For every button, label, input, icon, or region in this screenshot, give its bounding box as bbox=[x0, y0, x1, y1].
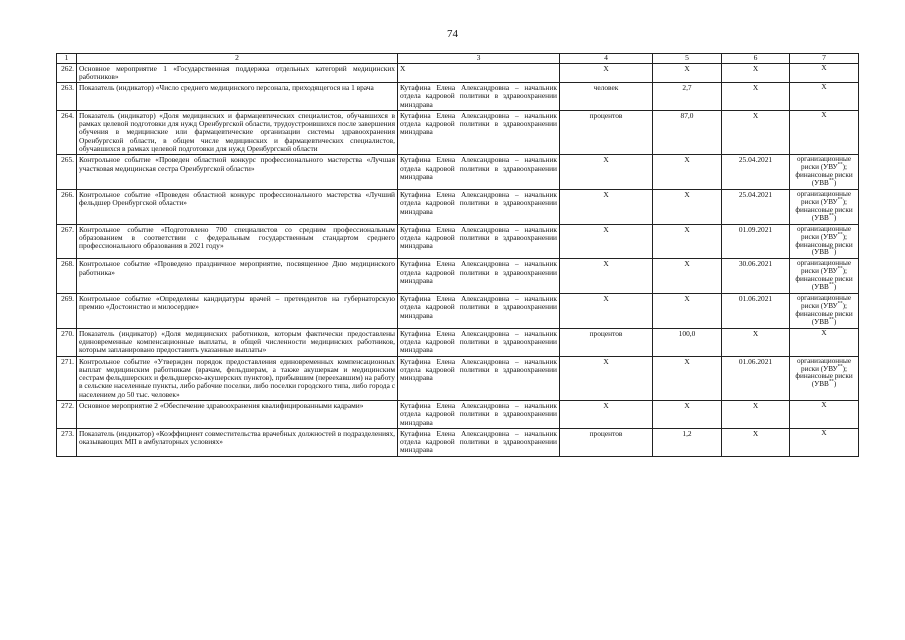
event-description: Показатель (индикатор) «Коэффициент совместительства врачебных должностей в подразделениях, оказывающих МП в амбулаторных условиях» bbox=[77, 428, 398, 456]
row-number: 273. bbox=[57, 428, 77, 456]
event-description: Контрольное событие «Утвержден порядок предоставления единовременных компенсационных выплат медицинским работникам (врачам, фельдшерам, а также акушеркам и медицинским сестрам фельдшерских и фельдшерско-акушерских пунктов), прибывшим (переехавшим) на работу в сельские населенные пункты, либо рабочие поселки, либо поселки городского типа, либо города с населением до 50 тыс. человек» bbox=[77, 356, 398, 400]
risk-cell: X bbox=[790, 63, 859, 83]
page-number: 74 bbox=[447, 28, 458, 40]
risk-text: организационные риски (УВУ bbox=[796, 356, 852, 373]
deadline-date: X bbox=[722, 110, 790, 154]
deadline-date: 25.04.2021 bbox=[722, 155, 790, 190]
deadline-date: 01.09.2021 bbox=[722, 224, 790, 259]
row-number: 272. bbox=[57, 401, 77, 429]
planned-value: X bbox=[653, 356, 722, 400]
risk-footnote-mark: ** bbox=[837, 197, 843, 203]
unit-of-measure: процентов bbox=[560, 428, 653, 456]
risk-footnote-mark: ** bbox=[828, 317, 834, 323]
event-description: Показатель (индикатор) «Число среднего медицинского персонала, приходящегося на 1 врача bbox=[77, 83, 398, 111]
planned-value: X bbox=[653, 224, 722, 259]
column-number: 4 bbox=[560, 54, 653, 64]
risk-text: ) bbox=[833, 248, 837, 257]
table-row bbox=[57, 110, 859, 154]
event-description: Контрольное событие «Подготовлено 700 специалистов со средним профессиональным образованием в соответствии с федеральным государственным стандартом среднего профессионального образования в 2021 году» bbox=[77, 224, 398, 259]
column-number: 3 bbox=[398, 54, 560, 64]
responsible-person: Кутафина Елена Александровна – начальник отдела кадровой политики в здравоохранении минздрава bbox=[398, 294, 560, 329]
plan-table bbox=[56, 53, 859, 457]
risk-text: ); финансовые риски (УВВ bbox=[795, 197, 853, 222]
table-row bbox=[57, 328, 859, 356]
unit-of-measure: X bbox=[560, 63, 653, 83]
unit-of-measure: процентов bbox=[560, 328, 653, 356]
column-number: 1 bbox=[57, 54, 77, 64]
risk-footnote-mark: ** bbox=[828, 248, 834, 254]
event-description: Контрольное событие «Проведен областной конкурс профессионального мастерства «Лучший фельдшер Оренбургской области» bbox=[77, 190, 398, 225]
table-row bbox=[57, 63, 859, 83]
event-description: Контрольное событие «Проведен областной конкурс профессионального мастерства «Лучшая участковая медицинская сестра Оренбургской области» bbox=[77, 155, 398, 190]
unit-of-measure: X bbox=[560, 401, 653, 429]
row-number: 269. bbox=[57, 294, 77, 329]
risk-cell: X bbox=[790, 110, 859, 154]
risk-text: организационные риски (УВУ bbox=[796, 190, 852, 206]
risk-text: организационные риски (УВУ bbox=[796, 294, 852, 310]
unit-of-measure: процентов bbox=[560, 110, 653, 154]
deadline-date: 30.06.2021 bbox=[722, 259, 790, 294]
row-number: 270. bbox=[57, 328, 77, 356]
planned-value: 100,0 bbox=[653, 328, 722, 356]
risk-text: ); финансовые риски (УВВ bbox=[795, 163, 853, 188]
unit-of-measure: человек bbox=[560, 83, 653, 111]
planned-value: 2,7 bbox=[653, 83, 722, 111]
risk-text: организационные риски (УВУ bbox=[796, 259, 852, 276]
responsible-person: Кутафина Елена Александровна – начальник отдела кадровой политики в здравоохранении минздрава bbox=[398, 224, 560, 259]
risk-cell: X bbox=[790, 428, 859, 456]
event-description: Показатель (индикатор) «Доля медицинских и фармацевтических специалистов, обучавшихся в рамках целевой подготовки для нужд Оренбургской области, трудоустроившихся после завершения обучения в медицинские или фармацевтические организации системы здравоохранения Оренбургской области, в общем числе медицинских и фармацевтических специалистов, обучавшихся в рамках целевой подготовки для нужд Оренбургской области bbox=[77, 110, 398, 154]
risk-footnote-mark: ** bbox=[837, 266, 843, 272]
row-number: 264. bbox=[57, 110, 77, 154]
risk-cell: X bbox=[790, 83, 859, 111]
deadline-date: 01.06.2021 bbox=[722, 356, 790, 400]
table-row bbox=[57, 155, 859, 190]
planned-value: 87,0 bbox=[653, 110, 722, 154]
risk-text: ); финансовые риски (УВВ bbox=[795, 267, 853, 292]
deadline-date: X bbox=[722, 401, 790, 429]
deadline-date: 25.04.2021 bbox=[722, 190, 790, 225]
deadline-date: 01.06.2021 bbox=[722, 294, 790, 329]
row-number: 266. bbox=[57, 190, 77, 225]
risk-text: ) bbox=[833, 179, 837, 188]
table-row bbox=[57, 294, 859, 329]
event-description: Контрольное событие «Проведено праздничное мероприятие, посвященное Дню медицинского работника» bbox=[77, 259, 398, 294]
planned-value: X bbox=[653, 294, 722, 329]
risk-text: организационные риски (УВУ bbox=[796, 155, 852, 172]
table-row bbox=[57, 401, 859, 429]
table-row bbox=[57, 356, 859, 400]
event-description: Контрольное событие «Определены кандидатуры врачей – претендентов на губернаторскую премию «Достоинство и милосердие» bbox=[77, 294, 398, 329]
unit-of-measure: X bbox=[560, 224, 653, 259]
risk-text: ) bbox=[833, 213, 837, 222]
responsible-person: Кутафина Елена Александровна – начальник отдела кадровой политики в здравоохранении минздрава bbox=[398, 428, 560, 456]
risk-cell bbox=[790, 294, 859, 329]
risk-cell bbox=[790, 224, 859, 259]
risk-cell bbox=[790, 259, 859, 294]
unit-of-measure: X bbox=[560, 294, 653, 329]
risk-text: ) bbox=[833, 317, 837, 326]
table-row bbox=[57, 259, 859, 294]
risk-footnote-mark: ** bbox=[828, 282, 834, 288]
risk-text: ); финансовые риски (УВВ bbox=[795, 232, 853, 257]
table-row bbox=[57, 428, 859, 456]
row-number: 263. bbox=[57, 83, 77, 111]
responsible-person: Кутафина Елена Александровна – начальник отдела кадровой политики в здравоохранении минздрава bbox=[398, 401, 560, 429]
event-description: Основное мероприятие 1 «Государственная поддержка отдельных категорий медицинских работников» bbox=[77, 63, 398, 83]
row-number: 265. bbox=[57, 155, 77, 190]
table-row bbox=[57, 83, 859, 111]
risk-footnote-mark: ** bbox=[828, 213, 834, 219]
planned-value: X bbox=[653, 63, 722, 83]
risk-cell: X bbox=[790, 328, 859, 356]
row-number: 267. bbox=[57, 224, 77, 259]
responsible-person: Кутафина Елена Александровна – начальник отдела кадровой политики в здравоохранении минздрава bbox=[398, 190, 560, 225]
column-number: 7 bbox=[790, 54, 859, 64]
event-description: Основное мероприятие 2 «Обеспечение здравоохранения квалифицированными кадрами» bbox=[77, 401, 398, 429]
planned-value: X bbox=[653, 155, 722, 190]
deadline-date: X bbox=[722, 328, 790, 356]
planned-value: 1,2 bbox=[653, 428, 722, 456]
responsible-person: Кутафина Елена Александровна – начальник отдела кадровой политики в здравоохранении минздрава bbox=[398, 155, 560, 190]
row-number: 268. bbox=[57, 259, 77, 294]
responsible-person: Кутафина Елена Александровна – начальник отдела кадровой политики в здравоохранении минздрава bbox=[398, 83, 560, 111]
risk-text: ); финансовые риски (УВВ bbox=[795, 364, 853, 389]
responsible-person: Кутафина Елена Александровна – начальник отдела кадровой политики в здравоохранении минздрава bbox=[398, 259, 560, 294]
risk-footnote-mark: ** bbox=[837, 364, 843, 370]
risk-footnote-mark: ** bbox=[837, 162, 843, 168]
risk-footnote-mark: ** bbox=[837, 301, 843, 307]
planned-value: X bbox=[653, 190, 722, 225]
column-number: 2 bbox=[77, 54, 398, 64]
risk-text: организационные риски (УВУ bbox=[796, 224, 852, 241]
risk-cell: X bbox=[790, 401, 859, 429]
risk-text: ) bbox=[833, 283, 837, 292]
risk-cell bbox=[790, 356, 859, 400]
deadline-date: X bbox=[722, 63, 790, 83]
risk-cell bbox=[790, 190, 859, 225]
responsible-person: Кутафина Елена Александровна – начальник отдела кадровой политики в здравоохранении минздрава bbox=[398, 328, 560, 356]
risk-footnote-mark: ** bbox=[837, 232, 843, 238]
event-description: Показатель (индикатор) «Доля медицинских работников, которым фактически предоставлены единовременные компенсационные выплаты, в общей численности медицинских работников, которым запланировано предоставить указанные выплаты» bbox=[77, 328, 398, 356]
risk-text: ); финансовые риски (УВВ bbox=[795, 301, 853, 326]
planned-value: X bbox=[653, 401, 722, 429]
deadline-date: X bbox=[722, 83, 790, 111]
unit-of-measure: X bbox=[560, 356, 653, 400]
column-number: 5 bbox=[653, 54, 722, 64]
responsible-person: Кутафина Елена Александровна – начальник отдела кадровой политики в здравоохранении минздрава bbox=[398, 110, 560, 154]
risk-text: ) bbox=[833, 380, 837, 389]
risk-footnote-mark: ** bbox=[828, 178, 834, 184]
risk-cell bbox=[790, 155, 859, 190]
planned-value: X bbox=[653, 259, 722, 294]
column-number-row bbox=[57, 54, 859, 64]
table-row bbox=[57, 224, 859, 259]
unit-of-measure: X bbox=[560, 155, 653, 190]
responsible-person: X bbox=[398, 63, 560, 83]
responsible-person: Кутафина Елена Александровна – начальник отдела кадровой политики в здравоохранении минздрава bbox=[398, 356, 560, 400]
row-number: 262. bbox=[57, 63, 77, 83]
table-row bbox=[57, 190, 859, 225]
unit-of-measure: X bbox=[560, 259, 653, 294]
column-number: 6 bbox=[722, 54, 790, 64]
unit-of-measure: X bbox=[560, 190, 653, 225]
row-number: 271. bbox=[57, 356, 77, 400]
deadline-date: X bbox=[722, 428, 790, 456]
risk-footnote-mark: ** bbox=[828, 379, 834, 385]
